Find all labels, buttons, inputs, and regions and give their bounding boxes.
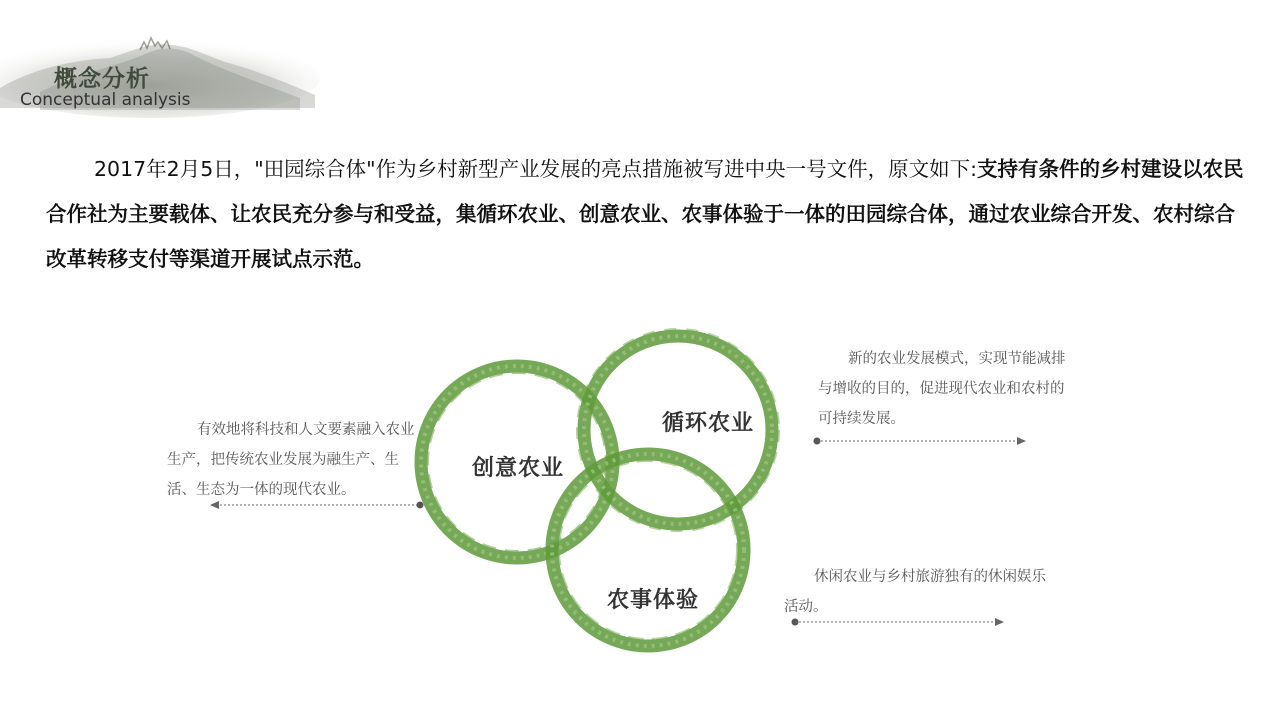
note-bottom-right-text: 休闲农业与乡村旅游独有的休闲娱乐活动。: [784, 569, 1046, 615]
note-left-text: 有效地将科技和人文要素融入农业生产，把传统农业发展为融生产、生活、生态为一体的现代农业。: [167, 422, 415, 498]
arrow-bottom-right: [790, 615, 1010, 629]
arrow-top-right: [812, 434, 1032, 448]
intro-bold-text: 支持有条件的乡村建设以农民合作社为主要载体、让农民充分参与和受益，集循环农业、创意农业、农事体验于一体的田园综合体，通过农业综合开发、农村综合改革转移支付等渠道开展试点示范。: [46, 157, 1244, 271]
intro-normal-text: 2017年2月5日，"田园综合体"作为乡村新型产业发展的亮点措施被写进中央一号文件，原文如下:: [94, 157, 978, 181]
label-circular-agriculture: 循环农业: [662, 410, 755, 436]
section-subtitle: Conceptual analysis: [20, 90, 191, 110]
ink-mountain-decoration: [0, 0, 330, 130]
note-bottom-right: [784, 562, 1046, 622]
section-title: 概念分析: [54, 66, 150, 92]
note-top-right-text: 新的农业发展模式，实现节能减排与增收的目的，促进现代农业和农村的可持续发展。: [818, 351, 1066, 427]
label-creative-agriculture: 创意农业: [472, 455, 565, 481]
intro-paragraph: [46, 147, 1246, 282]
header: [0, 0, 330, 130]
note-left: [167, 415, 425, 505]
arrow-left: [208, 498, 428, 512]
ring-farming-experience: [552, 454, 744, 646]
note-top-right: [818, 344, 1070, 434]
label-farming-experience: 农事体验: [607, 587, 700, 613]
